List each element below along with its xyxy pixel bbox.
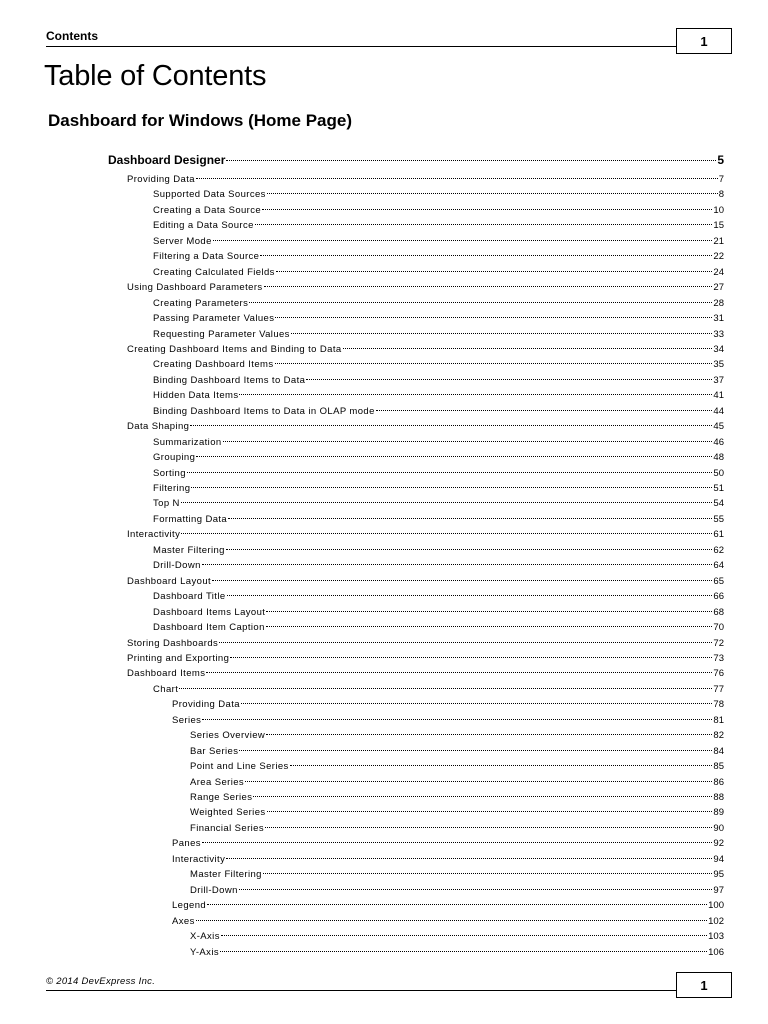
- toc-entry-title: Passing Parameter Values: [153, 313, 275, 325]
- toc-entry-title: Providing Data: [127, 174, 195, 185]
- toc-entry-page: 34: [713, 343, 724, 355]
- toc-leader-dots: [221, 935, 707, 936]
- toc-leader-dots: [266, 734, 712, 735]
- toc-leader-dots: [267, 193, 718, 194]
- toc-leader-dots: [202, 719, 712, 720]
- toc-entry-page: 61: [713, 529, 724, 541]
- toc-entry-page: 78: [713, 699, 724, 711]
- toc-leader-dots: [267, 811, 713, 812]
- toc-entry-page: 90: [713, 822, 724, 834]
- toc-leader-dots: [206, 672, 712, 673]
- toc-entry-page: 102: [708, 915, 724, 927]
- toc-leader-dots: [196, 178, 718, 179]
- toc-leader-dots: [196, 456, 712, 457]
- toc-entry[interactable]: [172, 852, 724, 867]
- toc-entry[interactable]: [153, 435, 724, 450]
- toc-leader-dots: [212, 580, 712, 581]
- toc-entry-page: 5: [717, 153, 724, 167]
- toc-entry-title: Creating Dashboard Items: [153, 359, 274, 371]
- toc-entry[interactable]: [172, 914, 724, 929]
- toc-entry-title: Top N: [153, 498, 180, 510]
- toc-entry[interactable]: [127, 172, 724, 187]
- toc-leader-dots: [306, 379, 712, 380]
- toc-entry-page: 77: [713, 683, 724, 695]
- toc-entry[interactable]: [153, 404, 724, 419]
- toc-entry-title: Master Filtering: [153, 544, 225, 556]
- toc-entry-title: Dashboard Items Layout: [153, 606, 266, 618]
- toc-entry-page: 68: [713, 606, 724, 618]
- toc-entry[interactable]: [190, 728, 724, 743]
- toc-entry-page: 21: [713, 235, 724, 247]
- toc-entry[interactable]: [153, 589, 724, 604]
- toc-entry-title: Supported Data Sources: [153, 189, 266, 201]
- toc-entry-title: Series Overview: [190, 730, 266, 742]
- toc-leader-dots: [190, 425, 712, 426]
- toc-entry-page: 73: [713, 652, 724, 664]
- toc-entry[interactable]: [127, 636, 724, 651]
- toc-entry-page: 106: [708, 946, 724, 958]
- toc-entry[interactable]: [153, 311, 724, 326]
- toc-leader-dots: [226, 858, 712, 859]
- toc-entry-title: Using Dashboard Parameters: [127, 282, 263, 294]
- toc-leader-dots: [226, 160, 716, 161]
- toc-entry-title: Panes: [172, 838, 201, 850]
- toc-entry-page: 33: [713, 328, 724, 340]
- toc-entry-page: 103: [708, 931, 724, 943]
- toc-entry-title: Master Filtering: [190, 869, 262, 881]
- toc-leader-dots: [239, 750, 712, 751]
- page-header-label: Contents: [46, 29, 98, 43]
- toc-entry-page: 97: [713, 884, 724, 896]
- toc-entry[interactable]: [153, 512, 724, 527]
- toc-leader-dots: [260, 255, 712, 256]
- toc-entry[interactable]: [190, 867, 724, 882]
- toc-entry[interactable]: [190, 759, 724, 774]
- toc-entry[interactable]: [190, 805, 724, 820]
- toc-entry-page: 48: [713, 452, 724, 464]
- toc-entry-page: 72: [713, 637, 724, 649]
- toc-leader-dots: [290, 765, 713, 766]
- toc-entry-title: Financial Series: [190, 822, 264, 834]
- toc-entry[interactable]: [127, 280, 724, 295]
- toc-entry-page: 62: [713, 544, 724, 556]
- toc-entry-page: 7: [718, 174, 724, 185]
- toc-entry-title: Dashboard Item Caption: [153, 622, 265, 634]
- header-rule: [46, 46, 676, 47]
- toc-entry-page: 95: [713, 869, 724, 881]
- toc-entry[interactable]: [190, 883, 724, 898]
- toc-entry[interactable]: [153, 543, 724, 558]
- toc-entry[interactable]: [108, 150, 724, 170]
- toc-entry[interactable]: [153, 203, 724, 218]
- toc-entry-title: Dashboard Title: [153, 591, 226, 603]
- toc-entry[interactable]: [153, 466, 724, 481]
- toc-entry-page: 92: [713, 838, 724, 850]
- toc-leader-dots: [228, 518, 712, 519]
- footer-copyright: © 2014 DevExpress Inc.: [46, 976, 156, 987]
- toc-entry-page: 84: [713, 745, 724, 757]
- toc-entry-page: 35: [713, 359, 724, 371]
- toc-leader-dots: [181, 533, 712, 534]
- toc-entry-title: Summarization: [153, 436, 222, 448]
- toc-entry-title: Interactivity: [172, 853, 226, 865]
- toc-entry[interactable]: [127, 574, 724, 589]
- toc-entry[interactable]: [172, 697, 724, 712]
- toc-leader-dots: [266, 626, 713, 627]
- toc-entry-page: 45: [713, 421, 724, 433]
- toc-entry[interactable]: [153, 682, 724, 697]
- toc-entry[interactable]: [153, 357, 724, 372]
- toc-entry[interactable]: [172, 898, 724, 913]
- toc-entry-title: Editing a Data Source: [153, 220, 254, 232]
- toc-entry[interactable]: [190, 945, 724, 960]
- toc-entry-title: Server Mode: [153, 235, 212, 247]
- toc-entry-title: Filtering: [153, 483, 191, 494]
- toc-entry-title: Legend: [172, 900, 207, 912]
- toc-entry-title: Hidden Data Items: [153, 390, 239, 402]
- toc-leader-dots: [202, 564, 713, 565]
- toc-entry-title: Interactivity: [127, 529, 181, 541]
- toc-entry-title: Filtering a Data Source: [153, 251, 260, 263]
- toc-entry[interactable]: [153, 327, 724, 342]
- toc-entry-title: Formatting Data: [153, 513, 228, 525]
- toc-entry-title: Dashboard Layout: [127, 575, 212, 587]
- toc-entry-page: 65: [713, 575, 724, 587]
- toc-entry[interactable]: [153, 265, 724, 280]
- toc-entry-title: Weighted Series: [190, 807, 266, 819]
- toc-entry-title: Creating a Data Source: [153, 204, 262, 216]
- toc-entry[interactable]: [153, 187, 724, 202]
- book-title: Dashboard for Windows (Home Page): [48, 111, 352, 130]
- toc-entry[interactable]: [127, 419, 724, 434]
- toc-leader-dots: [255, 224, 713, 225]
- toc-entry[interactable]: [127, 666, 724, 681]
- toc-entry[interactable]: [127, 651, 724, 666]
- toc-entry-page: 22: [713, 251, 724, 263]
- toc-entry-page: 46: [713, 436, 724, 448]
- toc-entry-title: Drill-Down: [190, 884, 238, 896]
- toc-leader-dots: [276, 271, 713, 272]
- toc-entry[interactable]: [153, 558, 724, 573]
- toc-entry-title: Area Series: [190, 776, 245, 788]
- toc-entry-page: 55: [713, 513, 724, 525]
- toc-entry-page: 31: [713, 313, 724, 325]
- toc-entry-page: 24: [713, 266, 724, 278]
- toc-entry-title: Creating Calculated Fields: [153, 266, 275, 278]
- toc-leader-dots: [262, 209, 712, 210]
- toc-leader-dots: [181, 502, 713, 503]
- header-page-number: 1: [676, 28, 732, 54]
- toc-leader-dots: [249, 302, 712, 303]
- toc-entry-page: 50: [713, 467, 724, 479]
- toc-entry-page: 89: [713, 807, 724, 819]
- toc-entry-page: 85: [713, 761, 724, 773]
- toc-entry[interactable]: [127, 342, 724, 357]
- toc-entry-title: Printing and Exporting: [127, 652, 230, 664]
- toc-entry-title: Range Series: [190, 792, 253, 803]
- toc-entry-page: 64: [713, 560, 724, 572]
- toc-entry-title: Providing Data: [172, 699, 240, 711]
- toc-entry-page: 37: [713, 374, 724, 386]
- toc-entry[interactable]: [190, 790, 724, 805]
- toc-entry-title: Binding Dashboard Items to Data in OLAP mode: [153, 405, 375, 417]
- toc-leader-dots: [230, 657, 712, 658]
- toc-entry-page: 81: [713, 714, 724, 726]
- toc-entry-page: 15: [713, 220, 724, 232]
- toc-entry-title: Dashboard Designer: [108, 153, 226, 167]
- toc-entry[interactable]: [190, 775, 724, 790]
- toc-leader-dots: [245, 781, 712, 782]
- toc-entry-title: Dashboard Items: [127, 668, 206, 680]
- toc-leader-dots: [187, 472, 713, 473]
- footer-rule: [46, 990, 676, 991]
- toc-entry[interactable]: [153, 388, 724, 403]
- toc-leader-dots: [220, 951, 707, 952]
- toc-entry[interactable]: [153, 234, 724, 249]
- toc-leader-dots: [207, 904, 707, 905]
- toc-leader-dots: [226, 549, 713, 550]
- toc-entry-page: 76: [713, 668, 724, 680]
- toc-entry-page: 88: [713, 792, 724, 803]
- toc-entry[interactable]: [153, 481, 724, 496]
- toc-entry-title: Binding Dashboard Items to Data: [153, 374, 306, 386]
- toc-entry[interactable]: [190, 821, 724, 836]
- toc-entry-page: 86: [713, 776, 724, 788]
- toc-entry-page: 27: [713, 282, 724, 294]
- toc-leader-dots: [196, 920, 707, 921]
- toc-entry-page: 41: [713, 390, 724, 402]
- toc-entry-page: 28: [713, 297, 724, 309]
- toc-entry-title: Storing Dashboards: [127, 637, 219, 649]
- toc-entry-title: Sorting: [153, 467, 186, 479]
- toc-leader-dots: [223, 441, 713, 442]
- toc-leader-dots: [227, 595, 713, 596]
- toc-entry[interactable]: [153, 605, 724, 620]
- toc-leader-dots: [343, 348, 713, 349]
- toc-entry-page: 82: [713, 730, 724, 742]
- toc-entry-title: Y-Axis: [190, 946, 219, 958]
- page-title: Table of Contents: [44, 60, 267, 92]
- toc-entry-title: Data Shaping: [127, 421, 190, 433]
- toc-entry-page: 8: [718, 189, 724, 201]
- toc-entry-title: Bar Series: [190, 745, 239, 757]
- toc-entry[interactable]: [190, 929, 724, 944]
- toc-entry-title: Creating Parameters: [153, 297, 249, 309]
- toc-leader-dots: [239, 889, 713, 890]
- toc-entry-page: 94: [713, 853, 724, 865]
- toc-entry-page: 100: [708, 900, 724, 912]
- toc-entry[interactable]: [172, 836, 724, 851]
- toc-entry-page: 66: [713, 591, 724, 603]
- toc-leader-dots: [266, 611, 712, 612]
- footer-page-number: 1: [676, 972, 732, 998]
- toc-leader-dots: [239, 394, 712, 395]
- toc-leader-dots: [202, 842, 712, 843]
- toc-leader-dots: [291, 333, 713, 334]
- toc-leader-dots: [275, 317, 712, 318]
- toc-leader-dots: [265, 827, 712, 828]
- toc-leader-dots: [241, 703, 713, 704]
- toc-leader-dots: [191, 487, 712, 488]
- toc-leader-dots: [275, 363, 713, 364]
- toc-entry[interactable]: [153, 373, 724, 388]
- toc-entry[interactable]: [153, 496, 724, 511]
- toc-entry-title: Creating Dashboard Items and Binding to Data: [127, 343, 342, 355]
- toc-entry-page: 70: [713, 622, 724, 634]
- toc-entry-title: Requesting Parameter Values: [153, 328, 290, 340]
- toc-leader-dots: [264, 286, 713, 287]
- toc-leader-dots: [376, 410, 713, 411]
- toc-entry-title: Point and Line Series: [190, 761, 289, 773]
- toc-entry[interactable]: [172, 713, 724, 728]
- toc-entry-page: 54: [713, 498, 724, 510]
- toc-entry-title: Chart: [153, 683, 179, 695]
- toc-leader-dots: [219, 642, 712, 643]
- toc-entry[interactable]: [153, 620, 724, 635]
- toc-leader-dots: [213, 240, 713, 241]
- toc-entry-page: 10: [713, 204, 724, 216]
- toc-entry[interactable]: [190, 744, 724, 759]
- toc-entry[interactable]: [153, 249, 724, 264]
- toc-leader-dots: [253, 796, 712, 797]
- toc-entry[interactable]: [127, 527, 724, 542]
- toc-entry[interactable]: [153, 296, 724, 311]
- toc-entry[interactable]: [153, 450, 724, 465]
- toc-leader-dots: [263, 873, 713, 874]
- toc-entry-page: 44: [713, 405, 724, 417]
- toc-leader-dots: [179, 688, 712, 689]
- toc-entry-title: Series: [172, 714, 202, 726]
- toc-entry-page: 51: [713, 483, 724, 494]
- toc-entry-title: X-Axis: [190, 931, 220, 943]
- toc-entry[interactable]: [153, 218, 724, 233]
- toc-entry-title: Grouping: [153, 452, 196, 464]
- toc-entry-title: Axes: [172, 915, 195, 927]
- toc-entry-title: Drill-Down: [153, 560, 201, 572]
